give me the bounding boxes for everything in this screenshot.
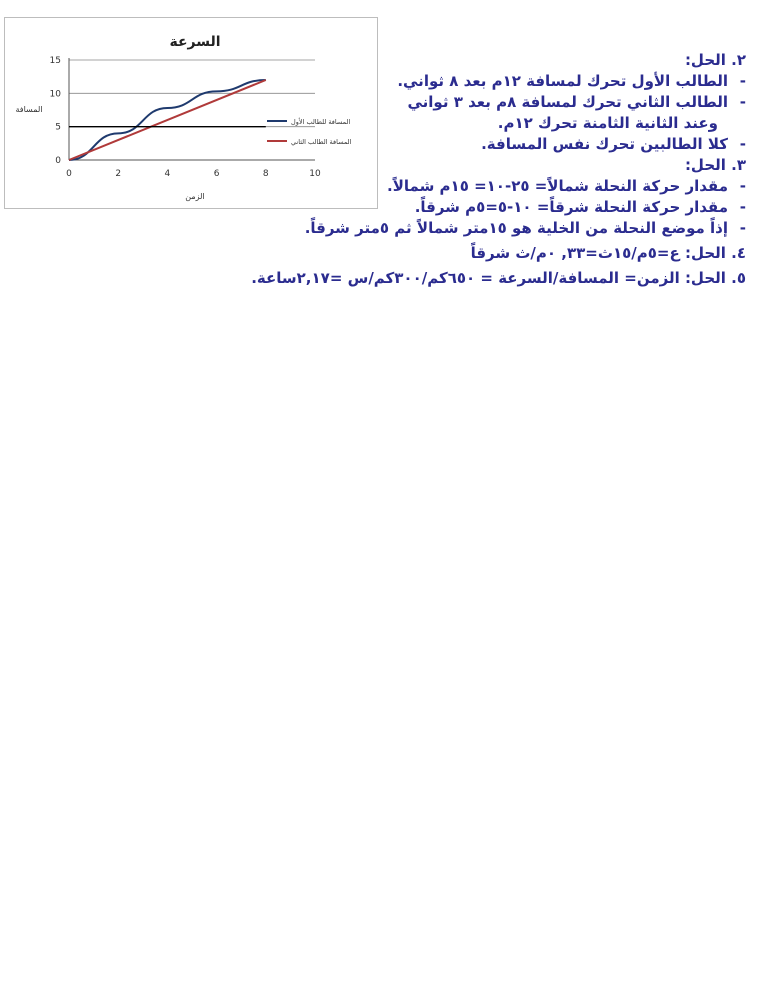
q5-answer: ٥. الحل: الزمن= المسافة/السرعة = ٦٥٠كم/٣٠٠كم/س =٢,١٧ساعة.	[251, 269, 746, 287]
x-tick-label: 8	[262, 169, 269, 179]
x-tick-label: 6	[213, 169, 220, 179]
y-axis-label: المسافة	[15, 105, 43, 114]
q3-bullet-1: - مقدار حركة النحلة شمالاً= ٢٥-١٠= ١٥م شمالاً.	[226, 176, 746, 197]
q3-heading: ٣. الحل:	[684, 156, 746, 174]
x-tick-label: 0	[66, 169, 72, 179]
q2-bullet-3: - كلا الطالبين تحرك نفس المسافة.	[226, 134, 746, 155]
q2-bullet-2: - الطالب الثاني تحرك لمسافة ٨م بعد ٣ ثواني	[226, 92, 746, 113]
x-tick-label: 2	[115, 169, 122, 179]
q2-bullet-1: - الطالب الأول تحرك لمسافة ١٢م بعد ٨ ثواني.	[226, 71, 746, 92]
chart-title: السرعة	[169, 34, 221, 50]
x-axis-label: الزمن	[185, 192, 205, 201]
legend-label-0: المسافة للطالب الأول	[291, 118, 351, 126]
q2-heading: ٢. الحل:	[684, 51, 746, 69]
q3-bullet-2: - مقدار حركة النحلة شرقاً= ١٠-٥=٥م شرقاً.	[226, 197, 746, 218]
y-tick-label: 5	[55, 122, 61, 133]
q4-answer: ٤. الحل: ع=٥م/١٥ث=٣٣, ٠م/ث شرقاً	[470, 244, 746, 262]
q2-bullet-2-continuation: وعند الثانية الثامنة تحرك ١٢م.	[497, 114, 718, 132]
y-tick-label: 15	[49, 56, 61, 66]
y-tick-label: 10	[49, 89, 61, 100]
q3-bullet-3: - إذاً موضع النحلة من الخلية هو ١٥متر شمالاً ثم ٥متر شرقاً.	[226, 218, 746, 239]
x-tick-label: 10	[309, 169, 321, 179]
y-tick-label: 0	[55, 156, 61, 166]
x-tick-label: 4	[164, 169, 171, 179]
legend-label-1: المسافة الطالب الثاني	[291, 138, 352, 146]
answers-block	[226, 50, 746, 289]
